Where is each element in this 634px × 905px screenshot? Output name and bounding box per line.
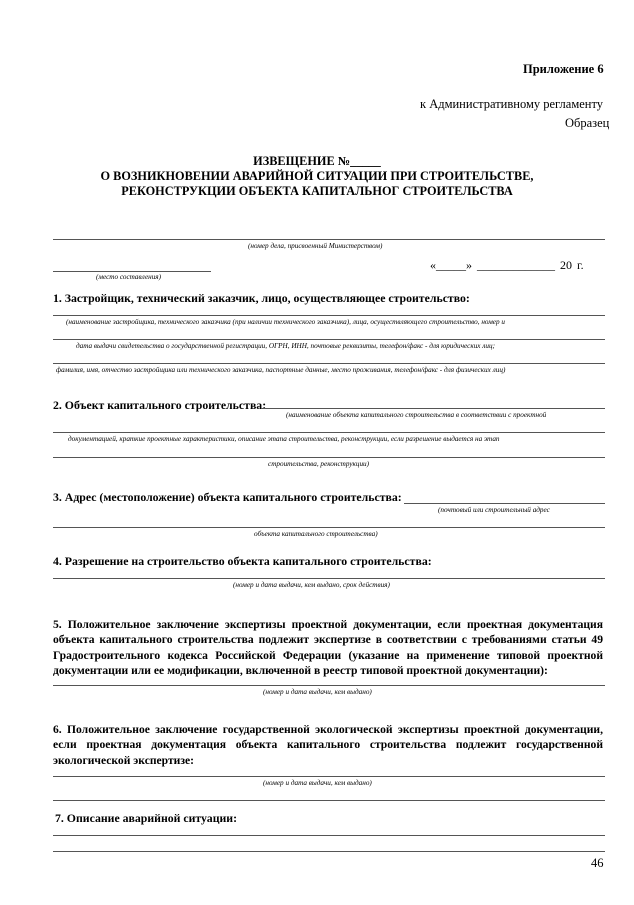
section-7-line-1 bbox=[53, 835, 605, 836]
section-3-heading: 3. Адрес (местоположение) объекта капитального строительства: bbox=[53, 490, 402, 504]
section-7-heading: 7. Описание аварийной ситуации: bbox=[55, 811, 238, 825]
section-2-line-3 bbox=[53, 457, 605, 458]
document-subtitle-1: О ВОЗНИКНОВЕНИИ АВАРИЙНОЙ СИТУАЦИИ ПРИ СТРОИТЕЛЬСТВЕ, bbox=[100, 169, 534, 183]
section-1-line-1 bbox=[53, 315, 605, 316]
section-6-text: 6. Положительное заключение государственной экологической экспертизы проектной документации, если проектная документация объекта капитального строительства подлежит государственной экологической экспертизе: bbox=[53, 723, 603, 767]
section-3-hint-1: (почтовый или строительный адрес bbox=[438, 506, 550, 514]
document-subtitle-2: РЕКОНСТРУКЦИИ ОБЪЕКТА КАПИТАЛЬНОГ СТРОИТЕЛЬСТВА bbox=[121, 184, 513, 198]
sample-label: Образец bbox=[565, 116, 610, 130]
section-7-line-2 bbox=[53, 851, 605, 852]
section-1-hint-1: (наименование застройщика, технического заказчика (при наличии технического заказчика), лица, осуществляющего строительство, номер и bbox=[66, 318, 505, 326]
section-5-hint: (номер и дата выдачи, кем выдано) bbox=[263, 688, 372, 696]
place-line bbox=[53, 271, 211, 272]
section-2-hint-3: строительства, реконструкции) bbox=[268, 460, 370, 468]
page-number: 46 bbox=[591, 856, 604, 870]
document-title: ИЗВЕЩЕНИЕ №_____ bbox=[253, 154, 381, 168]
section-2-hint-2: документацией, краткие проектные характеристики, описание этапа строительства, реконструкции, если разрешение выдается на этап bbox=[68, 435, 500, 443]
section-1-heading: 1. Застройщик, технический заказчик, лицо, осуществляющее строительство: bbox=[53, 291, 470, 305]
section-6-line bbox=[53, 776, 605, 777]
section-3-hint-2: объекта капитального строительства) bbox=[254, 530, 378, 538]
section-1-line-2 bbox=[53, 339, 605, 340]
section-2-heading: 2. Объект капитального строительства: bbox=[53, 398, 267, 412]
place-hint: (место составления) bbox=[96, 273, 162, 281]
section-5-line bbox=[53, 685, 605, 686]
case-number-line bbox=[53, 239, 605, 240]
section-2-line-1 bbox=[262, 408, 605, 409]
section-2-line-2 bbox=[53, 432, 605, 433]
section-1-hint-3: фамилия, имя, отчество застройщика или технического заказчика, паспортные данные, место проживания, телефон/факс - для физических лиц) bbox=[56, 366, 506, 374]
appendix-label: Приложение 6 bbox=[523, 62, 604, 76]
section-1-line-3 bbox=[53, 363, 605, 364]
case-number-hint: (номер дела, присвоенный Министерством) bbox=[248, 242, 383, 250]
section-4-heading: 4. Разрешение на строительство объекта капитального строительства: bbox=[53, 554, 432, 568]
section-3-line-1 bbox=[404, 503, 605, 504]
section-4-hint: (номер и дата выдачи, кем выдано, срок действия) bbox=[233, 581, 390, 589]
section-3-line-2 bbox=[53, 527, 605, 528]
section-4-line bbox=[53, 578, 605, 579]
section-6-hint: (номер и дата выдачи, кем выдано) bbox=[263, 779, 372, 787]
section-5-text: 5. Положительное заключение экспертизы проектной документации, если проектная документация объекта капитального строительства подлежит экспертизе в соответствии с требованиями статьи 49 Градостроительного кодекса Российской Федерации (указание на применение типовой проектной документации или ее модификации, включенной в реестр типовой проектной документации): bbox=[53, 618, 603, 678]
regulation-label: к Административному регламенту bbox=[420, 97, 604, 111]
section-2-hint-1: (наименование объекта капитального строительства в соответствии с проектной bbox=[286, 411, 547, 419]
section-6-line-2 bbox=[53, 800, 605, 801]
date-field: «_____» _____________ 20 г. bbox=[430, 258, 584, 272]
section-1-hint-2: дата выдачи свидетельства о государственной регистрации, ОГРН, ИНН, почтовые реквизиты, телефон/факс - для юридических лиц; bbox=[76, 342, 495, 350]
